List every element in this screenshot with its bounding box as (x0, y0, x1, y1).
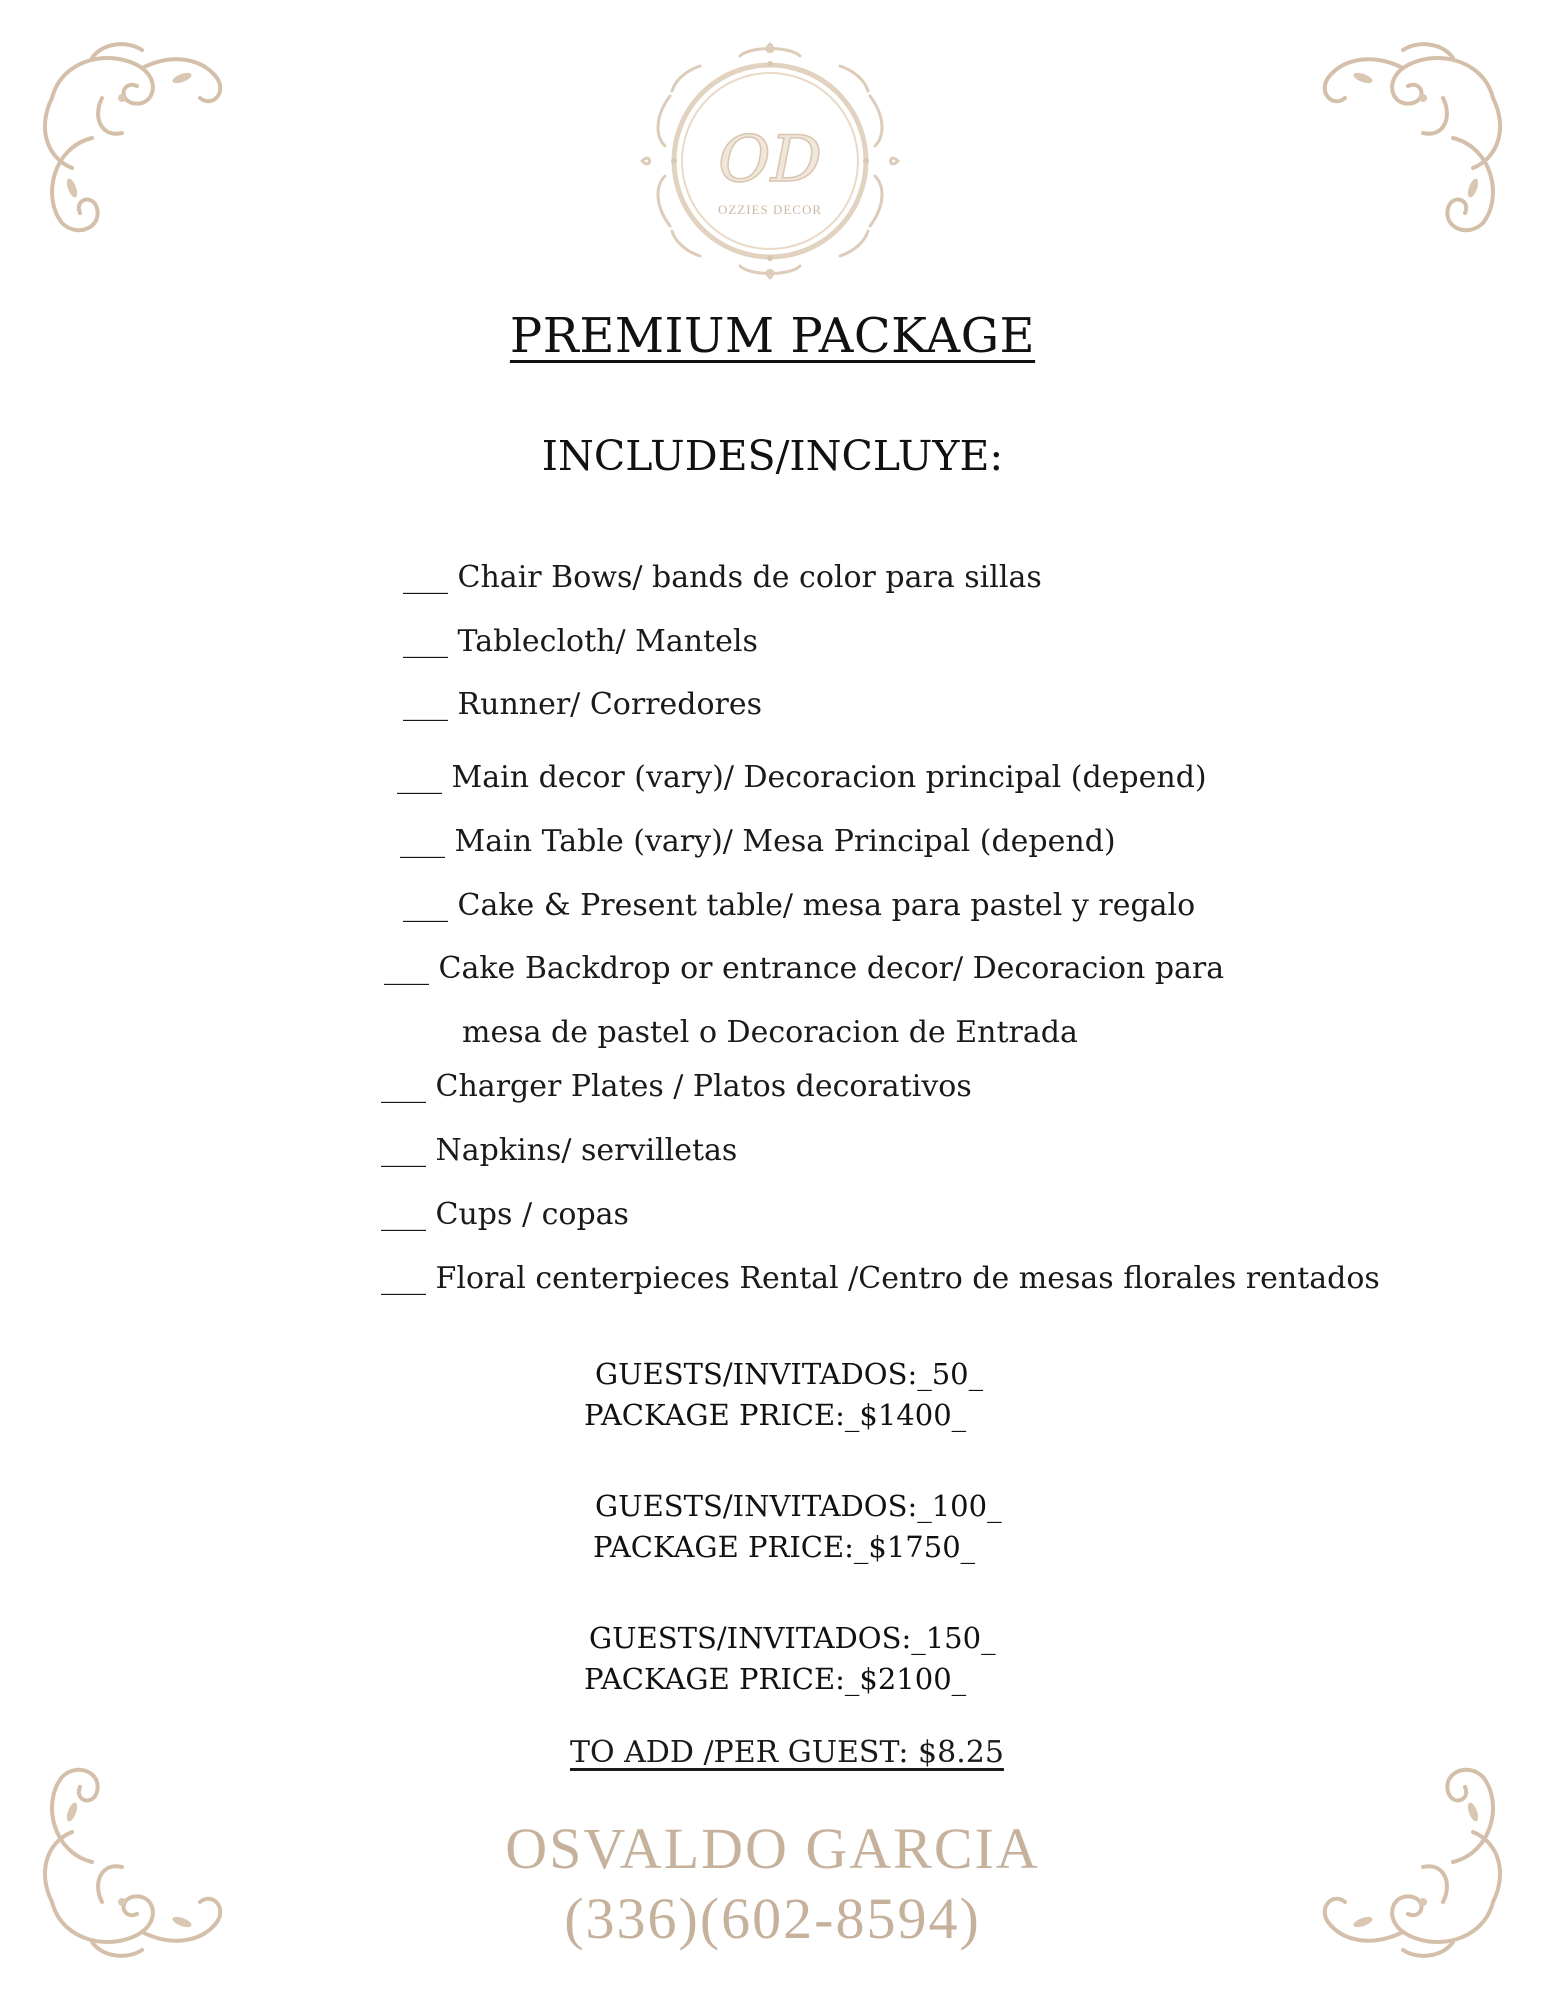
item-floral-centerpieces: ___ Floral centerpieces Rental /Centro de mesas florales rentados (381, 1261, 1380, 1296)
package-price-150: PACKAGE PRICE:_$2100_ (584, 1662, 967, 1696)
item-chair-bows: ___ Chair Bows/ bands de color para sillas (403, 560, 1042, 595)
package-price-50: PACKAGE PRICE:_$1400_ (584, 1398, 967, 1432)
guests-100: GUESTS/INVITADOS:_100_ (595, 1489, 1002, 1523)
logo-monogram: OD (718, 123, 822, 197)
guests-50: GUESTS/INVITADOS:_50_ (595, 1357, 984, 1391)
page-title: PREMIUM PACKAGE (509, 308, 1036, 364)
add-per-guest-price: TO ADD /PER GUEST: $8.25 (570, 1735, 1004, 1770)
item-cups: ___ Cups / copas (381, 1197, 629, 1232)
item-main-decor: ___ Main decor (vary)/ Decoracion principal (depend) (397, 760, 1207, 795)
ozzies-decor-logo (630, 36, 910, 286)
item-tablecloth: ___ Tablecloth/ Mantels (403, 624, 758, 659)
item-cake-backdrop-continued: mesa de pastel o Decoracion de Entrada (462, 1015, 1078, 1050)
logo-brand-name: OZZIES DECOR (717, 202, 823, 217)
guests-150: GUESTS/INVITADOS:_150_ (589, 1621, 996, 1655)
corner-ornament-top-left (32, 38, 242, 248)
item-charger-plates: ___ Charger Plates / Platos decorativos (381, 1069, 972, 1104)
contact-phone: (336)(602-8594) (564, 1886, 981, 1951)
contact-name: OSVALDO GARCIA (505, 1816, 1040, 1881)
item-cake-backdrop: ___ Cake Backdrop or entrance decor/ Decoracion para (384, 951, 1225, 986)
item-cake-present-table: ___ Cake & Present table/ mesa para pastel y regalo (403, 888, 1196, 923)
item-main-table: ___ Main Table (vary)/ Mesa Principal (depend) (400, 824, 1116, 859)
package-price-100: PACKAGE PRICE:_$1750_ (593, 1530, 976, 1564)
item-napkins: ___ Napkins/ servilletas (381, 1133, 738, 1168)
corner-ornament-top-right (1303, 38, 1513, 248)
item-runner: ___ Runner/ Corredores (403, 687, 763, 722)
includes-heading: INCLUDES/INCLUYE: (541, 432, 1004, 480)
